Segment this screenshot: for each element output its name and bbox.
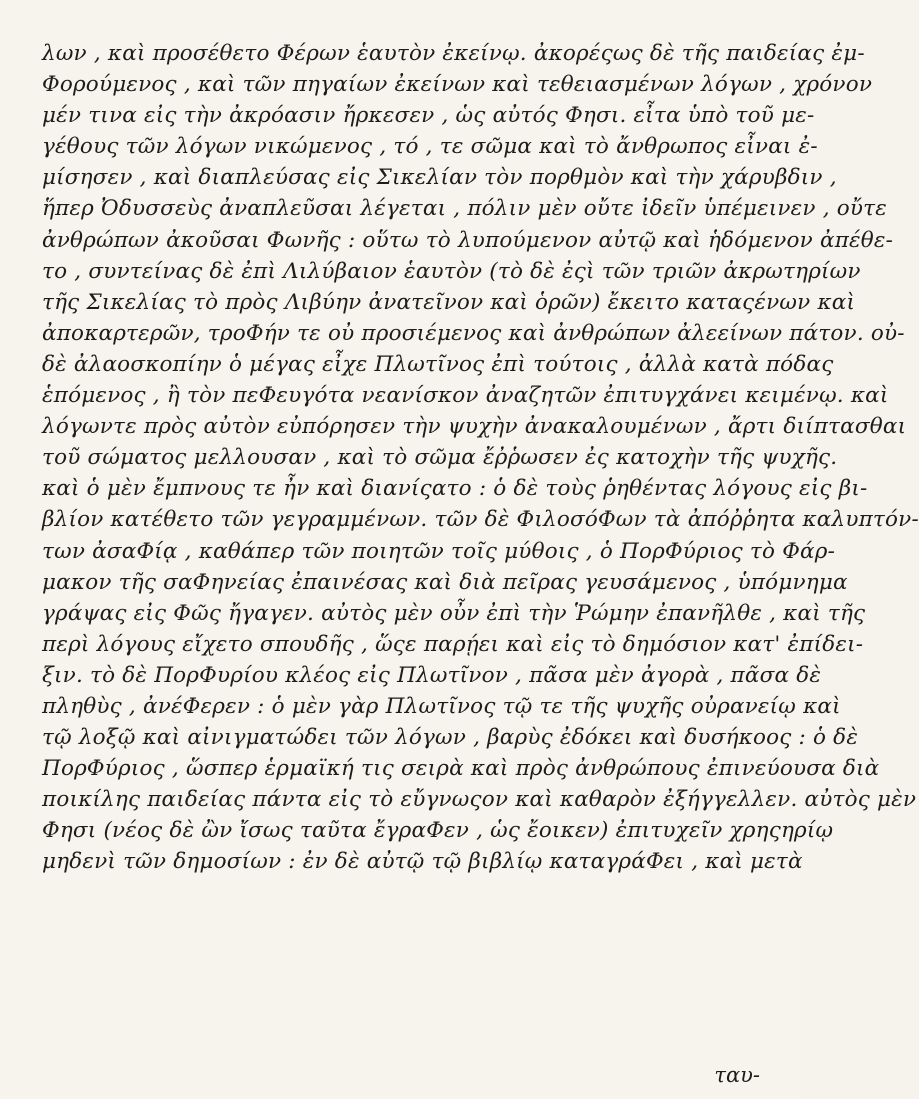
text-line: ἀνθρώπων ἀκοῦσαι Φωνῆς : οὕτω τὸ λυπούμενον αὐτῷ καὶ ἡδόμενον ἀπέθε- <box>42 227 894 253</box>
catchword: ταυ- <box>714 1063 760 1087</box>
text-line: Φησι (νέος δὲ ὢν ἴσως ταῦτα ἔγραΦεν , ὡς ἔοικεν) ἐπιτυχεῖν χρηςηρίῳ <box>42 818 834 844</box>
text-line: δὲ ἀλαοσκοπίην ὁ μέγας εἶχε Πλωτῖνος ἐπὶ τούτοις , ἀλλὰ κατὰ πόδας <box>42 351 834 377</box>
text-line: περὶ λόγους εἴχετο σπουδῆς , ὥςε παρῄει καὶ εἰς τὸ δημόσιον κατ' ἐπίδει- <box>42 631 864 657</box>
text-line: βλίον κατέθετο τῶν γεγραμμένων. τῶν δὲ ΦιλοσόΦων τὰ ἀπόῤῥητα καλυπτόν- <box>42 507 919 533</box>
text-line: μέν τινα εἰς τὴν ἀκρόασιν ἤρκεσεν , ὡς αὐτός Φησι. εἶτα ὑπὸ τοῦ με- <box>42 103 815 129</box>
text-line: πληθὺς , ἀνέΦερεν : ὁ μὲν γὰρ Πλωτῖνος τῷ τε τῆς ψυχῆς οὐρανείῳ καὶ <box>42 693 841 719</box>
text-line: ξιν. τὸ δὲ ΠορΦυρίου κλέος εἰς Πλωτῖνον , πᾶσα μὲν ἀγορὰ , πᾶσα δὲ <box>42 662 822 688</box>
text-line: ἑπόμενος , ἢ τὸν πεΦευγότα νεανίσκον ἀναζητῶν ἐπιτυγχάνει κειμένῳ. καὶ <box>42 383 889 409</box>
text-line: μηδενὶ τῶν δημοσίων : ἐν δὲ αὐτῷ τῷ βιβλίῳ καταγράΦει , καὶ μετὰ <box>42 849 803 875</box>
text-line: το , συντείνας δὲ ἐπὶ Λιλύβαιον ἑαυτὸν (τὸ δὲ ἐςὶ τῶν τριῶν ἀκρωτηρίων <box>42 258 861 284</box>
text-line: γέθους τῶν λόγων νικώμενος , τό , τε σῶμα καὶ τὸ ἄνθρωπος εἶναι ἐ- <box>42 134 818 160</box>
text-line: ποικίλης παιδείας πάντα εἰς τὸ εὔγνωςον καὶ καθαρὸν ἐξήγγελλεν. αὐτὸς μὲν <box>42 787 917 813</box>
text-line: ΠορΦύριος , ὥσπερ ἑρμαϊκή τις σειρὰ καὶ πρὸς ἀνθρώπους ἐπινεύουσα διὰ <box>42 756 880 782</box>
text-line: μίσησεν , καὶ διαπλεύσας εἰς Σικελίαν τὸν πορθμὸν καὶ τὴν χάρυβδιν , <box>42 165 837 191</box>
text-line: ἀποκαρτερῶν, τροΦήν τε οὐ προσιέμενος καὶ ἀνθρώπων ἀλεείνων πάτον. οὐ- <box>42 320 905 346</box>
text-line: τῷ λοξῷ καὶ αἰνιγματώδει τῶν λόγων , βαρὺς ἐδόκει καὶ δυσήκοος : ὁ δὲ <box>42 725 859 751</box>
text-line: καὶ ὁ μὲν ἔμπνους τε ἦν καὶ διανίςατο : ὁ δὲ τοὺς ῥηθέντας λόγους εἰς βι- <box>42 476 868 502</box>
text-line: γράψας εἰς Φῶς ἤγαγεν. αὐτὸς μὲν οὖν ἐπὶ τὴν Ῥώμην ἐπανῆλθε , καὶ τῆς <box>42 600 866 626</box>
text-line: λόγωντε πρὸς αὐτὸν εὐπόρησεν τὴν ψυχὴν ἀνακαλουμένων , ἄρτι διίπτασθαι <box>42 414 907 440</box>
text-line: μακον τῆς σαΦηνείας ἐπαινέσας καὶ διὰ πεῖρας γευσάμενος , ὑπόμνημα <box>42 569 848 595</box>
text-line: τοῦ σώματος μελλουσαν , καὶ τὸ σῶμα ἔῤῥωσεν ἐς κατοχὴν τῆς ψυχῆς. <box>42 445 838 471</box>
text-line: λων , καὶ προσέθετο Φέρων ἑαυτὸν ἐκείνῳ. ἀκορέςως δὲ τῆς παιδείας ἐμ- <box>42 41 865 66</box>
page-text <box>42 38 919 878</box>
text-line: ἥπερ Ὀδυσσεὺς ἀναπλεῦσαι λέγεται , πόλιν μὲν οὔτε ἰδεῖν ὑπέμεινεν , οὔτε <box>42 196 888 222</box>
text-line: Φορούμενος , καὶ τῶν πηγαίων ἐκείνων καὶ τεθειασμένων λόγων , χρόνον <box>42 72 873 98</box>
text-line: των ἀσαΦίᾳ , καθάπερ τῶν ποιητῶν τοῖς μύθοις , ὁ ΠορΦύριος τὸ Φάρ- <box>42 538 836 564</box>
text-line: τῆς Σικελίας τὸ πρὸς Λιβύην ἀνατεῖνον καὶ ὁρῶν) ἔκειτο καταςένων καὶ <box>42 289 856 315</box>
